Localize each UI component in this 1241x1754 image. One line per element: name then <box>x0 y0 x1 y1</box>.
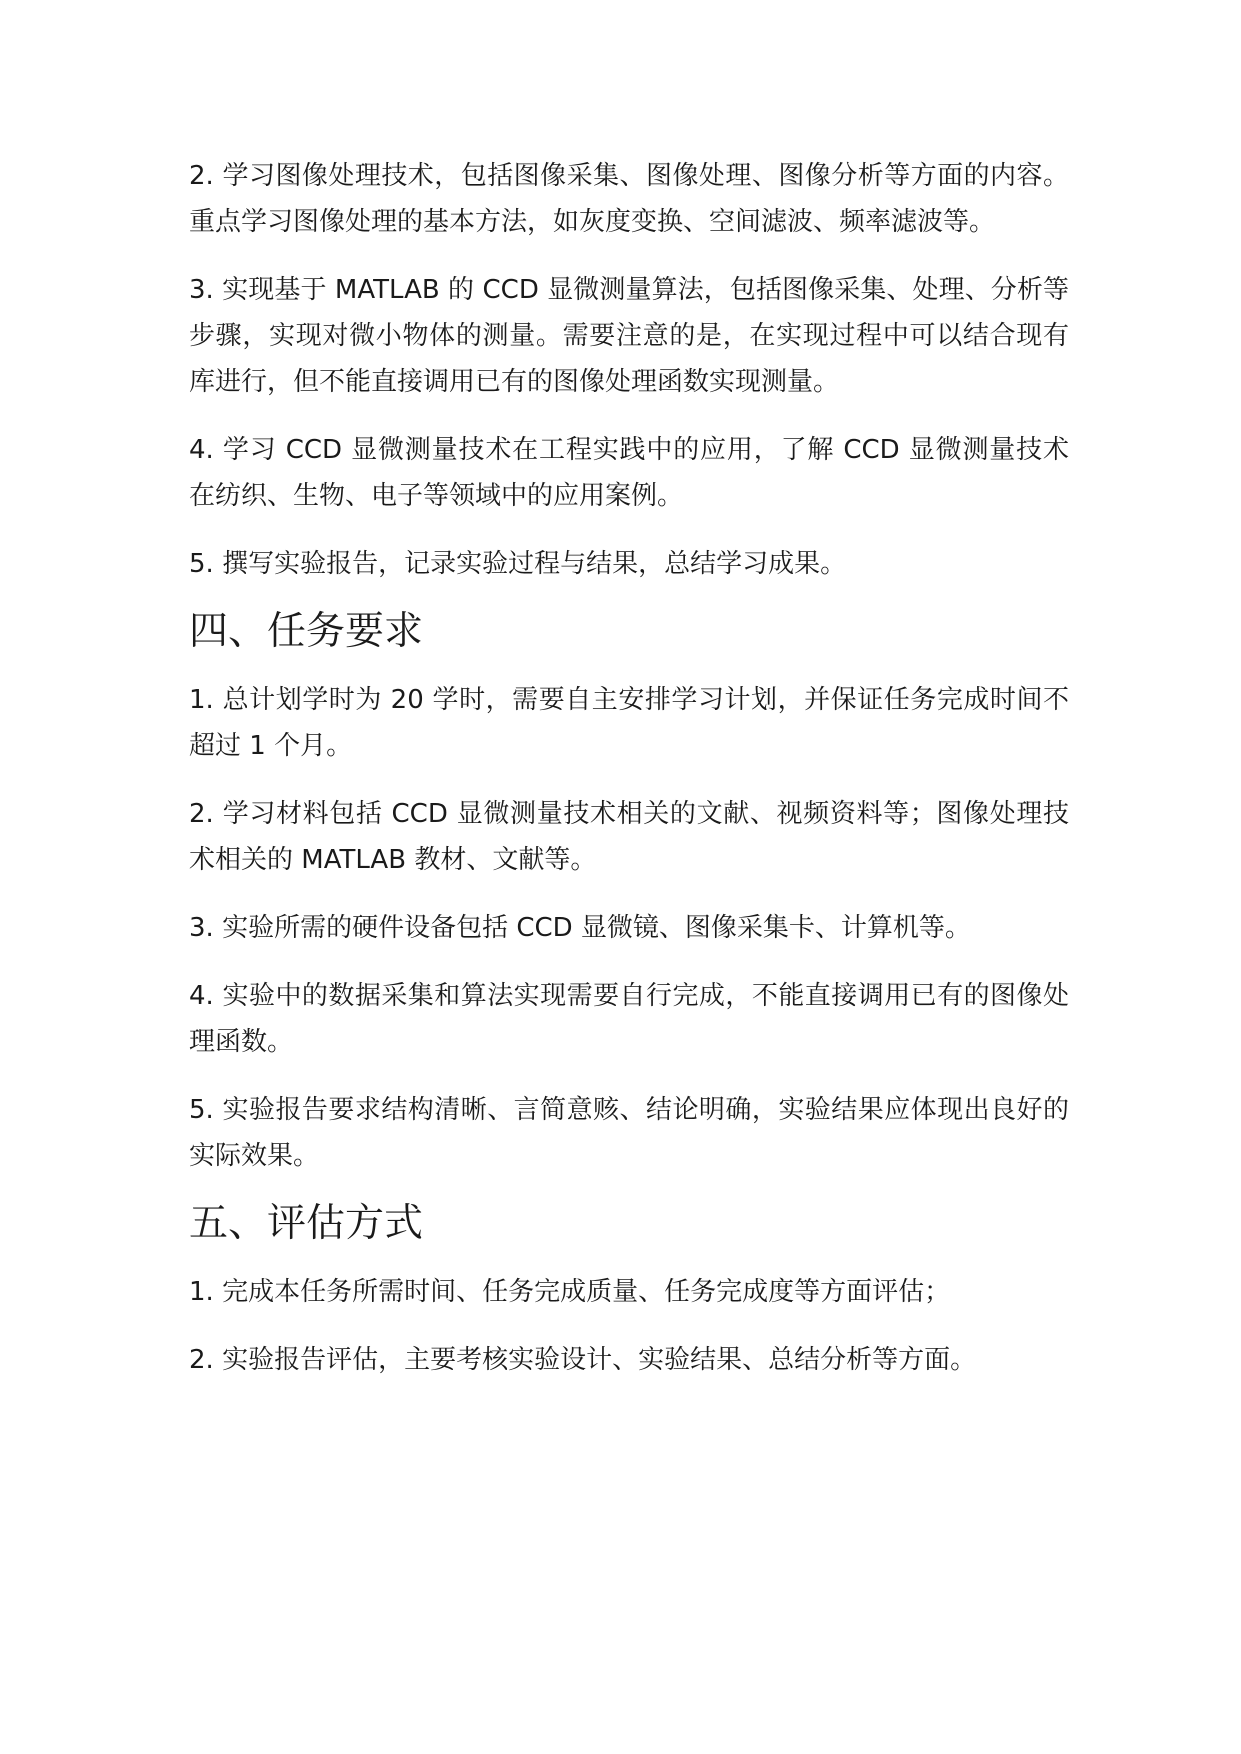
list-item-evaluation-time-quality: 1. 完成本任务所需时间、任务完成质量、任务完成度等方面评估； <box>189 1277 951 1307</box>
section-heading-task-requirements: 四、任务要求 <box>189 609 424 654</box>
list-item-report-requirements: 5. 实验报告要求结构清晰、言简意赅、结论明确，实验结果应体现出良好的实际效果。 <box>189 1095 1069 1171</box>
document-body <box>189 153 1069 1405</box>
list-item-study-hours: 1. 总计划学时为 20 学时，需要自主安排学习计划，并保证任务完成时间不超过 1 个月。 <box>189 685 1069 761</box>
section-heading-evaluation: 五、评估方式 <box>189 1201 424 1246</box>
list-item-engineering-application: 4. 学习 CCD 显微测量技术在工程实践中的应用，了解 CCD 显微测量技术在纺织、生物、电子等领域中的应用案例。 <box>189 435 1069 511</box>
list-item-study-materials: 2. 学习材料包括 CCD 显微测量技术相关的文献、视频资料等；图像处理技术相关的 MATLAB 教材、文献等。 <box>189 799 1069 875</box>
list-item-write-report: 5. 撰写实验报告，记录实验过程与结果，总结学习成果。 <box>189 549 847 579</box>
list-item-data-collection: 4. 实验中的数据采集和算法实现需要自行完成，不能直接调用已有的图像处理函数。 <box>189 981 1069 1057</box>
list-item-hardware: 3. 实验所需的硬件设备包括 CCD 显微镜、图像采集卡、计算机等。 <box>189 913 971 943</box>
list-item-evaluation-report: 2. 实验报告评估，主要考核实验设计、实验结果、总结分析等方面。 <box>189 1345 977 1375</box>
list-item-learn-image-processing: 2. 学习图像处理技术，包括图像采集、图像处理、图像分析等方面的内容。重点学习图像处理的基本方法，如灰度变换、空间滤波、频率滤波等。 <box>189 161 1069 237</box>
list-item-implement-algorithm: 3. 实现基于 MATLAB 的 CCD 显微测量算法，包括图像采集、处理、分析等步骤，实现对微小物体的测量。需要注意的是，在实现过程中可以结合现有库进行，但不能直接调用已有的图像处理函数实现测量。 <box>189 275 1069 397</box>
